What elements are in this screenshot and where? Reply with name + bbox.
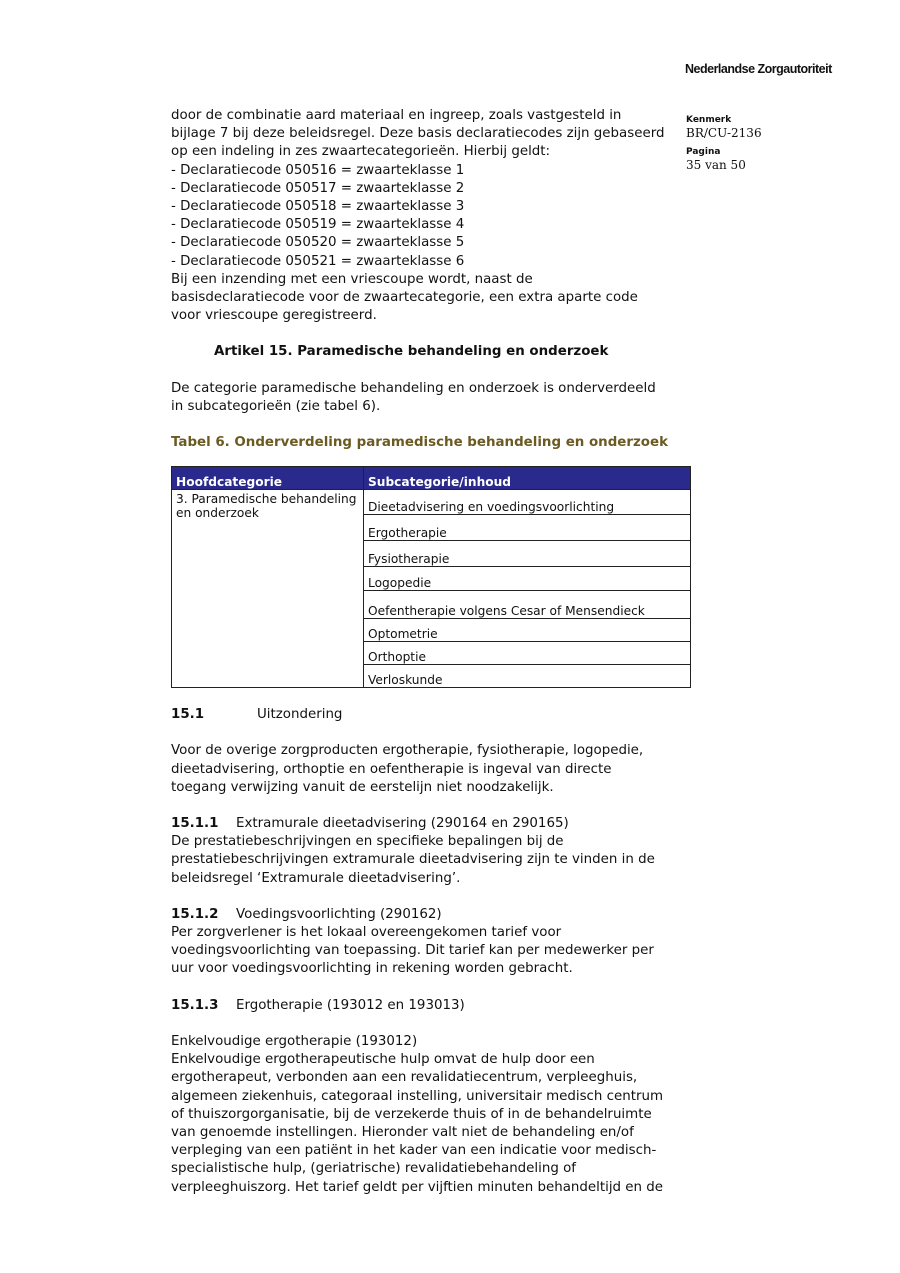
text-line: voor vriescoupe geregistreerd.	[171, 308, 377, 324]
text-line: op een indeling in zes zwaartecategorieën. Hierbij geldt:	[171, 144, 551, 160]
section-heading-15-1-1	[171, 815, 691, 833]
list-item: - Declaratiecode 050517 = zwaarteklasse 2	[171, 180, 465, 196]
document-meta	[686, 114, 806, 178]
section-title: Ergotherapie (193012 en 193013)	[236, 997, 465, 1013]
subcategory-cell: Ergotherapie	[364, 515, 691, 541]
kenmerk-value: BR/CU-2136	[686, 126, 762, 140]
pagina-value: 35 van 50	[686, 158, 746, 172]
article-intro	[171, 380, 691, 416]
text-line: voedingsvoorlichting van toepassing. Dit tarief kan per medewerker per	[171, 943, 654, 959]
subcategory-cell: Oefentherapie volgens Cesar of Mensendieck	[364, 591, 691, 619]
text-line: in subcategorieën (zie tabel 6).	[171, 398, 381, 414]
article-heading: Artikel 15. Paramedische behandeling en onderzoek	[214, 344, 609, 360]
text-line: algemeen ziekenhuis, categoraal instelling, universitair medisch centrum	[171, 1088, 664, 1104]
text-line: Per zorgverlener is het lokaal overeengekomen tarief voor	[171, 925, 562, 941]
subcategory-cell: Logopedie	[364, 567, 691, 591]
text-line: prestatiebeschrijvingen extramurale dieetadvisering zijn te vinden in de	[171, 852, 655, 868]
table-caption: Tabel 6. Onderverdeling paramedische behandeling en onderzoek	[171, 435, 668, 451]
text-line: toegang verwijzing vanuit de eerstelijn niet noodzakelijk.	[171, 779, 554, 795]
text-line: De prestatiebeschrijvingen en specifieke bepalingen bij de	[171, 834, 564, 850]
section-number: 15.1	[171, 707, 205, 723]
section-heading-15-1	[171, 706, 691, 724]
section-title: Uitzondering	[257, 707, 343, 723]
list-item: - Declaratiecode 050519 = zwaarteklasse 4	[171, 217, 465, 233]
text-line: beleidsregel ‘Extramurale dieetadvisering’.	[171, 870, 461, 886]
subcategory-table	[171, 466, 691, 688]
kenmerk-label: Kenmerk	[686, 115, 732, 125]
section-number: 15.1.1	[171, 816, 219, 832]
section-heading-15-1-2	[171, 906, 691, 924]
column-header: Subcategorie/inhoud	[364, 467, 691, 490]
section-title: Voedingsvoorlichting (290162)	[236, 906, 442, 922]
section-heading-15-1-3	[171, 997, 691, 1015]
text-line: of thuiszorgorganisatie, bij de verzekerde thuis of in de behandelruimte	[171, 1106, 652, 1122]
subcategory-cell: Orthoptie	[364, 642, 691, 665]
section-title: Extramurale dieetadvisering (290164 en 290165)	[236, 816, 569, 832]
organization-name: Nederlandse Zorgautoriteit	[685, 62, 832, 76]
text-line: De categorie paramedische behandeling en onderzoek is onderverdeeld	[171, 380, 656, 396]
document-body	[171, 107, 691, 1197]
table-header-row	[172, 467, 691, 490]
text-line: Bij een inzending met een vriescoupe wordt, naast de	[171, 271, 533, 287]
subcategory-cell: Dieetadvisering en voedingsvoorlichting	[364, 490, 691, 515]
text-line: ergotherapeut, verbonden aan een revalidatiecentrum, verpleeghuis,	[171, 1070, 638, 1086]
subheading: Enkelvoudige ergotherapie (193012)	[171, 1033, 418, 1049]
column-header: Hoofdcategorie	[172, 467, 364, 490]
list-item: - Declaratiecode 050520 = zwaarteklasse 5	[171, 235, 465, 251]
list-item: - Declaratiecode 050516 = zwaarteklasse 1	[171, 162, 465, 178]
main-category-cell: 3. Paramedische behandeling en onderzoek	[172, 490, 364, 688]
section-number: 15.1.3	[171, 997, 219, 1013]
text-line: specialistische hulp, (geriatrische) revalidatiebehandeling of	[171, 1161, 577, 1177]
text-line: verpleging van een patiënt in het kader van een indicatie voor medisch-	[171, 1143, 657, 1159]
subcategory-cell: Fysiotherapie	[364, 541, 691, 567]
text-line: bijlage 7 bij deze beleidsregel. Deze basis declaratiecodes zijn gebaseerd	[171, 126, 665, 142]
pagina-label: Pagina	[686, 147, 721, 157]
list-item: - Declaratiecode 050521 = zwaarteklasse 6	[171, 253, 465, 269]
table-row	[172, 490, 691, 515]
text-line: dieetadvisering, orthoptie en oefentherapie is ingeval van directe	[171, 761, 612, 777]
text-line: basisdeclaratiecode voor de zwaartecategorie, een extra aparte code	[171, 290, 638, 306]
text-line: door de combinatie aard materiaal en ingreep, zoals vastgesteld in	[171, 108, 622, 123]
subcategory-cell: Optometrie	[364, 619, 691, 642]
text-line: Voor de overige zorgproducten ergotherapie, fysiotherapie, logopedie,	[171, 743, 644, 759]
text-line: verpleeghuiszorg. Het tarief geldt per vijftien minuten behandeltijd en de	[171, 1179, 664, 1195]
text-line: van genoemde instellingen. Hieronder valt niet de behandeling en/of	[171, 1124, 634, 1140]
intro-paragraph	[171, 107, 691, 325]
section-number: 15.1.2	[171, 906, 219, 922]
text-line: Enkelvoudige ergotherapeutische hulp omvat de hulp door een	[171, 1052, 595, 1068]
text-line: uur voor voedingsvoorlichting in rekening worden gebracht.	[171, 961, 573, 977]
subcategory-cell: Verloskunde	[364, 665, 691, 688]
list-item: - Declaratiecode 050518 = zwaarteklasse 3	[171, 199, 465, 215]
